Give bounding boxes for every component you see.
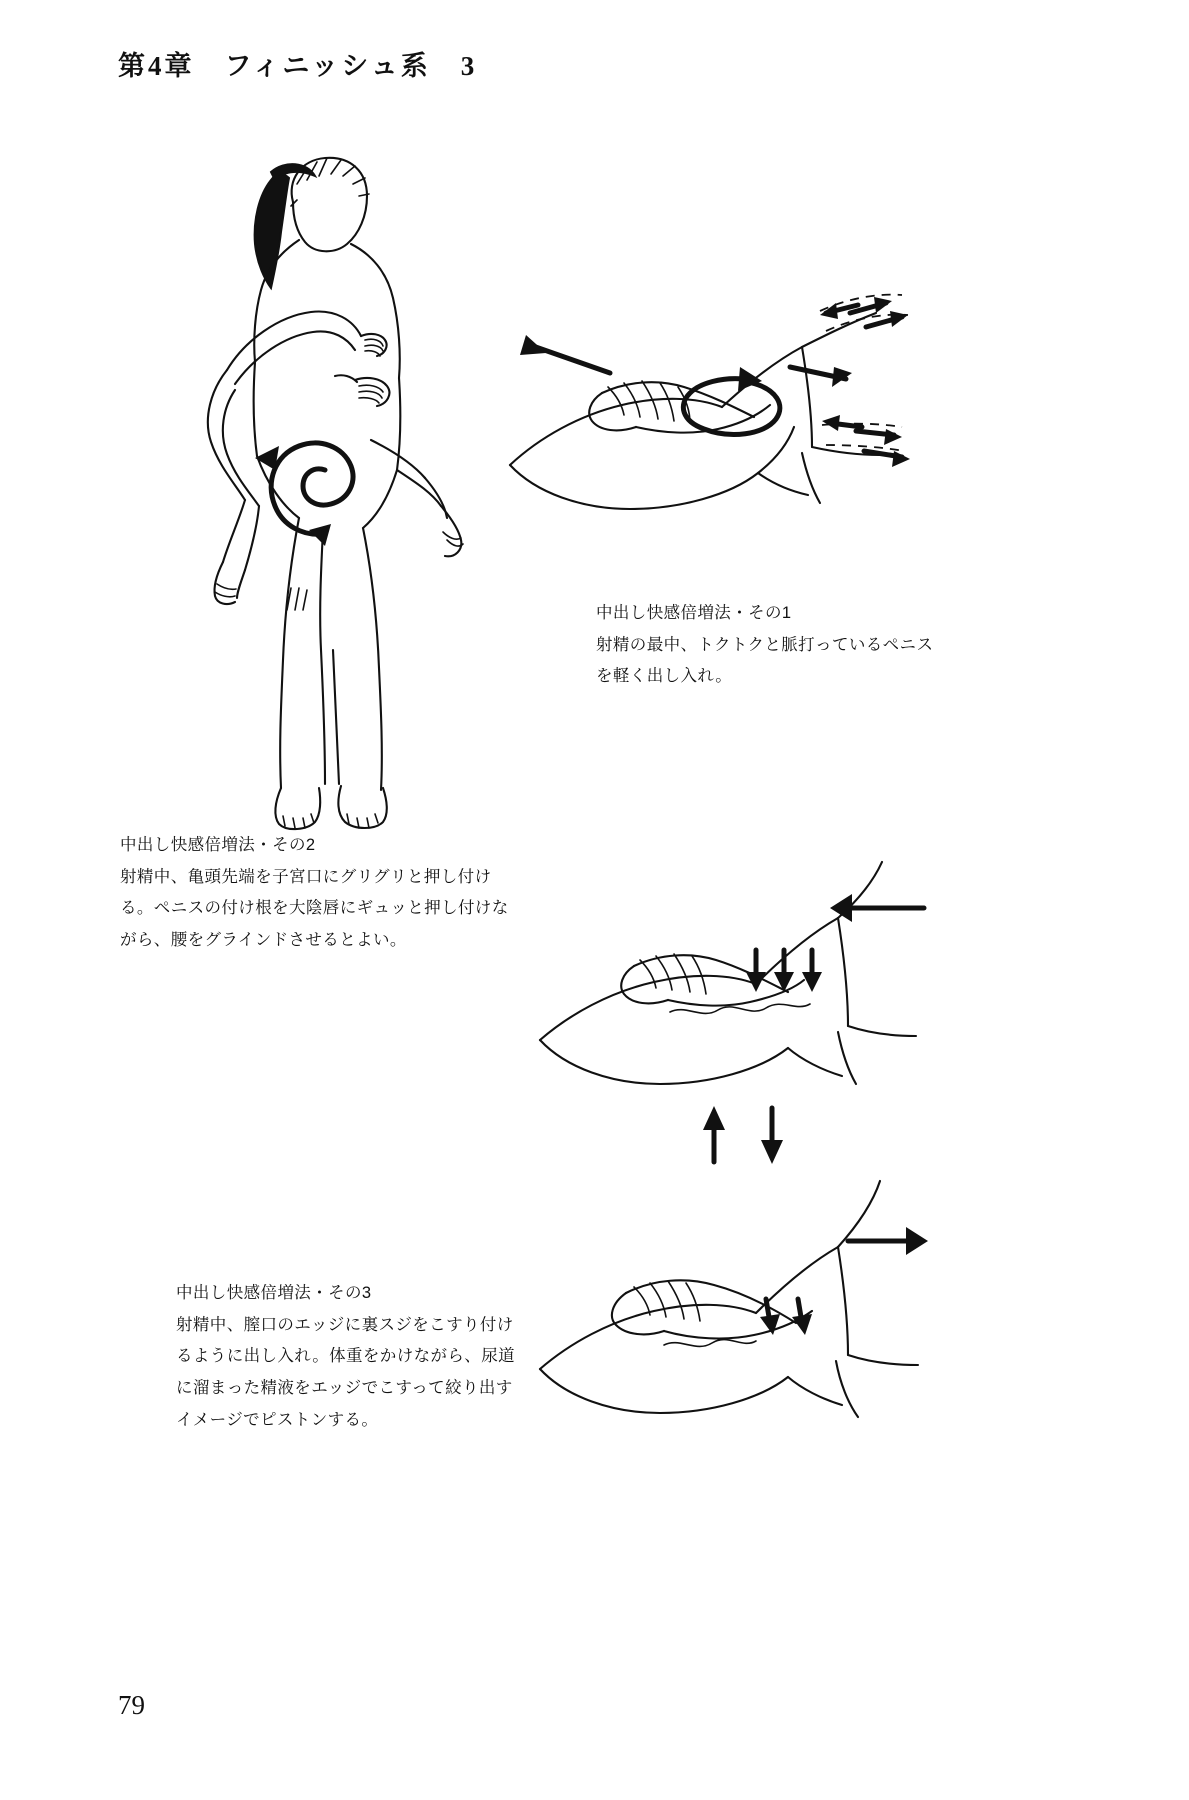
caption-title: 中出し快感倍増法・その1 bbox=[596, 604, 792, 622]
caption-body: 射精の最中、トクトクと脈打っているペニスを軽く出し入れ。 bbox=[596, 635, 934, 686]
standing-embrace-illustration bbox=[175, 140, 495, 830]
caption-body: 射精中、亀頭先端を子宮口にグリグリと押し付ける。ペニスの付け根を大陰唇にギュッと押し付けながら、腰をグラインドさせるとよい。 bbox=[120, 867, 509, 950]
anatomy-cross-section-2 bbox=[530, 840, 950, 1110]
page-number: 79 bbox=[118, 1690, 145, 1720]
caption-title: 中出し快感倍増法・その3 bbox=[176, 1284, 372, 1302]
caption-block-2 bbox=[120, 830, 520, 957]
caption-block-1 bbox=[596, 598, 936, 693]
chapter-header: 第4章 フィニッシュ系 3 bbox=[118, 51, 478, 81]
anatomy-cross-section-1 bbox=[490, 255, 950, 555]
caption-title: 中出し快感倍増法・その2 bbox=[120, 836, 316, 854]
caption-block-3 bbox=[176, 1278, 521, 1436]
anatomy-cross-section-3 bbox=[530, 1165, 950, 1445]
up-down-arrows-icon bbox=[690, 1100, 810, 1170]
caption-body: 射精中、膣口のエッジに裏スジをこすり付けるように出し入れ。体重をかけながら、尿道に溜まった精液をエッジでこすって絞り出すイメージでピストンする。 bbox=[176, 1315, 515, 1429]
